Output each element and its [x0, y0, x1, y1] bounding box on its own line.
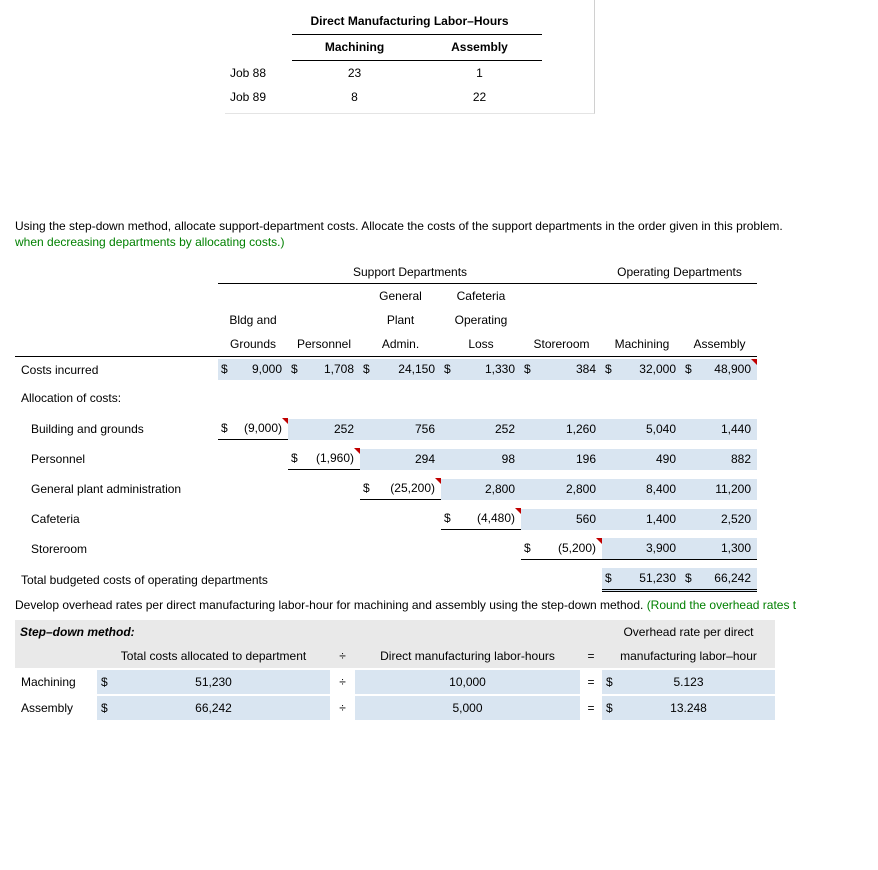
amount-value: 98: [501, 451, 515, 466]
overhead-rate-header-line1: Overhead rate per direct: [602, 620, 775, 644]
alloc-row-label: Building and grounds: [31, 422, 144, 436]
amount-value: 1,440: [720, 421, 751, 436]
header-line: [288, 284, 360, 308]
amount-cell: [682, 564, 757, 596]
currency-symbol: $: [363, 362, 370, 376]
amount-value: 2,800: [565, 481, 596, 496]
alloc-row-label: Cafeteria: [31, 512, 80, 526]
empty-cell: [218, 382, 288, 414]
amount-value: (1,960): [315, 451, 354, 465]
answer-input-cell[interactable]: [360, 359, 441, 380]
assembly-rate-cell[interactable]: [602, 694, 775, 720]
labor-hours-row-job88: [230, 61, 542, 85]
alloc-row: [15, 382, 757, 414]
answer-input-cell[interactable]: [360, 419, 441, 440]
answer-input-cell[interactable]: [602, 568, 682, 592]
amount-value: 8,400: [645, 481, 676, 496]
allocation-amount-cell[interactable]: [360, 478, 441, 500]
amount-cell: [441, 444, 521, 474]
amount-cell: [288, 444, 360, 474]
header-line: Machining: [614, 337, 670, 351]
empty-cell: [441, 534, 521, 564]
answer-input-cell[interactable]: [602, 479, 682, 500]
rate-row-machining: [15, 668, 775, 694]
header-line: [682, 308, 757, 332]
amount-value: 1,708: [323, 362, 354, 376]
currency-symbol: $: [444, 511, 451, 525]
answer-input-cell[interactable]: [521, 419, 602, 440]
answer-input-cell[interactable]: [682, 568, 757, 592]
amount-cell: [360, 444, 441, 474]
labor-hours-col-assembly: Assembly: [451, 40, 508, 54]
amount-value: 9,000: [251, 362, 282, 376]
header-line: General: [379, 289, 422, 303]
empty-cell: [218, 534, 288, 564]
amount-cell: [682, 504, 757, 534]
labor-hours-panel: [225, 0, 595, 114]
instruction-line1: Using the step-down method, allocate support-department costs. Allocate the costs of the support departments in the order given in this problem.: [15, 219, 783, 233]
amount-value: 1,400: [645, 511, 676, 526]
amount-cell: [602, 504, 682, 534]
amount-cell: [288, 414, 360, 444]
empty-cell: [288, 534, 360, 564]
currency-symbol: $: [444, 362, 451, 376]
job89-assembly-hours: 22: [472, 90, 487, 104]
answer-input-cell[interactable]: [441, 449, 521, 470]
answer-input-cell[interactable]: [682, 479, 757, 500]
empty-cell: [602, 382, 682, 414]
header-line: [682, 284, 757, 308]
amount-cell: [602, 564, 682, 596]
amount-value: 11,200: [715, 481, 751, 496]
amount-cell: [218, 414, 288, 444]
assembly-rate: 13.248: [670, 701, 707, 715]
rate-row-label: Assembly: [15, 694, 97, 720]
empty-cell: [521, 382, 602, 414]
alloc-row: [15, 534, 757, 564]
alloc-row: [15, 504, 757, 534]
equals-sign: =: [580, 644, 602, 668]
amount-cell: [288, 357, 360, 383]
amount-cell: [441, 414, 521, 444]
amount-cell: [602, 474, 682, 504]
amount-cell: [682, 357, 757, 383]
column-header-row: [15, 284, 757, 357]
labor-hours-row-job89: [230, 85, 542, 109]
empty-cell: [441, 564, 521, 596]
empty-cell: [288, 474, 360, 504]
machining-rate: 5.123: [673, 675, 704, 689]
assembly-total-costs: 66,242: [195, 701, 232, 715]
equals-sign: =: [580, 668, 602, 694]
amount-cell: [360, 414, 441, 444]
amount-cell: [602, 414, 682, 444]
header-line: [218, 284, 288, 308]
allocation-amount-cell[interactable]: [521, 538, 602, 560]
equals-sign: =: [580, 694, 602, 720]
amount-value: 252: [333, 421, 354, 436]
amount-cell: [521, 474, 602, 504]
alloc-row: [15, 444, 757, 474]
empty-cell: [360, 534, 441, 564]
header-line: Operating: [454, 313, 508, 327]
amount-cell: [682, 444, 757, 474]
answer-input-cell[interactable]: [682, 538, 757, 560]
job89-machining-hours: 8: [351, 90, 358, 104]
currency-symbol: $: [605, 571, 612, 585]
rate-header-row-1: [15, 620, 775, 644]
header-line: Storeroom: [533, 337, 590, 351]
amount-cell: [521, 534, 602, 564]
alloc-row-label: Personnel: [31, 452, 86, 466]
col-header-machining: [602, 284, 682, 357]
header-line: Grounds: [229, 337, 277, 351]
group-header-row: [15, 260, 757, 284]
empty-cell: [682, 382, 757, 414]
answer-input-cell[interactable]: [288, 419, 360, 440]
spacer-cell: [15, 644, 97, 668]
answer-input-cell[interactable]: [521, 359, 602, 380]
amount-value: 66,242: [714, 571, 751, 585]
step-down-method-label: Step–down method:: [15, 620, 602, 644]
alloc-row-label: Costs incurred: [21, 362, 99, 377]
amount-value: 1,300: [720, 541, 751, 555]
amount-cell: [521, 414, 602, 444]
header-line: Personnel: [296, 337, 352, 351]
answer-input-cell[interactable]: [288, 359, 360, 380]
currency-symbol: $: [101, 701, 108, 715]
spacer-cell: [15, 260, 218, 284]
empty-cell: [218, 504, 288, 534]
header-line: [521, 308, 602, 332]
amount-value: (5,200): [557, 541, 596, 555]
amount-cell: [360, 357, 441, 383]
answer-input-cell[interactable]: [682, 509, 757, 530]
allocation-amount-cell[interactable]: [288, 448, 360, 470]
answer-input-cell[interactable]: [602, 509, 682, 530]
machining-total-costs-cell[interactable]: [97, 668, 330, 694]
amount-cell: [441, 504, 521, 534]
currency-symbol: $: [291, 451, 298, 465]
amount-value: 1,330: [484, 362, 515, 376]
amount-value: 2,800: [484, 481, 515, 496]
amount-value: (25,200): [390, 481, 435, 495]
amount-cell: [218, 357, 288, 383]
empty-cell: [360, 564, 441, 596]
job88-machining-hours: 23: [347, 66, 362, 80]
assembly-total-costs-cell[interactable]: [97, 694, 330, 720]
amount-value: (9,000): [243, 421, 282, 435]
amount-cell: [521, 444, 602, 474]
currency-symbol: $: [606, 701, 613, 715]
answer-input-cell[interactable]: [682, 419, 757, 440]
answer-input-cell[interactable]: [521, 479, 602, 500]
answer-input-cell[interactable]: [602, 449, 682, 470]
assembly-labor-hours-cell[interactable]: 5,000: [355, 694, 580, 720]
col-header-cafeteria: [441, 284, 521, 357]
amount-value: 196: [575, 451, 596, 466]
empty-cell: [218, 444, 288, 474]
amount-value: (4,480): [476, 511, 515, 525]
answer-input-cell[interactable]: [602, 538, 682, 560]
job-label: Job 89: [230, 90, 267, 104]
instruction-line2: when decreasing departments by allocating costs.): [15, 235, 285, 249]
empty-cell: [288, 382, 360, 414]
amount-cell: [441, 474, 521, 504]
instruction2-black: Develop overhead rates per direct manufacturing labor-hour for machining and assembly using the step-down method.: [15, 598, 647, 612]
total-costs-header: Total costs allocated to department: [97, 644, 330, 668]
amount-value: 3,900: [645, 541, 676, 555]
header-line: [602, 284, 682, 308]
amount-value: 1,260: [565, 421, 596, 436]
labor-hours-title: Direct Manufacturing Labor–Hours: [310, 14, 509, 28]
currency-symbol: $: [363, 481, 370, 495]
empty-cell: [218, 474, 288, 504]
amount-value: 882: [730, 451, 751, 466]
alloc-row: [15, 474, 757, 504]
amount-cell: [602, 357, 682, 383]
header-line: Assembly: [693, 337, 746, 351]
empty-cell: [288, 504, 360, 534]
alloc-row-label: General plant administration: [31, 482, 182, 496]
divide-sign: ÷: [330, 694, 355, 720]
currency-symbol: $: [524, 541, 531, 555]
header-line: Plant: [386, 313, 415, 327]
rate-row-assembly: [15, 694, 775, 720]
col-header-general-plant-admin: [360, 284, 441, 357]
alloc-row: [15, 564, 757, 596]
machining-labor-hours-cell[interactable]: 10,000: [355, 668, 580, 694]
support-departments-header: Support Departments: [218, 260, 602, 284]
col-header-storeroom: [521, 284, 602, 357]
labor-hours-col-machining: Machining: [324, 40, 385, 54]
instruction-overhead-rates: [15, 597, 875, 613]
empty-cell: [360, 504, 441, 534]
answer-input-cell[interactable]: [682, 359, 757, 380]
alloc-row-label: Storeroom: [31, 542, 88, 556]
currency-symbol: $: [291, 362, 298, 376]
header-line: [521, 284, 602, 308]
answer-input-cell[interactable]: [441, 419, 521, 440]
amount-value: 51,230: [639, 571, 676, 585]
col-header-assembly: [682, 284, 757, 357]
answer-input-cell[interactable]: [602, 419, 682, 440]
amount-cell: [360, 474, 441, 504]
alloc-row: [15, 357, 757, 383]
amount-value: 5,040: [645, 421, 676, 436]
alloc-row-label: Total budgeted costs of operating departments: [21, 573, 268, 587]
alloc-row: [15, 414, 757, 444]
amount-cell: [441, 357, 521, 383]
amount-cell: [602, 534, 682, 564]
amount-value: 48,900: [714, 362, 751, 376]
answer-input-cell[interactable]: [521, 449, 602, 470]
labor-hours-header-row: [292, 34, 542, 61]
amount-value: 294: [414, 451, 435, 466]
machining-rate-cell[interactable]: [602, 668, 775, 694]
currency-symbol: $: [221, 362, 228, 376]
amount-value: 24,150: [398, 362, 435, 376]
currency-symbol: $: [685, 571, 692, 585]
answer-input-cell[interactable]: [441, 479, 521, 500]
divide-sign: ÷: [330, 644, 355, 668]
currency-symbol: $: [605, 362, 612, 376]
answer-input-cell[interactable]: [602, 359, 682, 380]
spacer-cell: [15, 284, 218, 357]
currency-symbol: $: [606, 675, 613, 689]
amount-cell: [521, 504, 602, 534]
answer-input-cell[interactable]: [682, 449, 757, 470]
labor-hours-header: Direct manufacturing labor-hours: [355, 644, 580, 668]
header-line: Admin.: [381, 337, 420, 351]
currency-symbol: $: [101, 675, 108, 689]
header-line: Bldg and: [229, 313, 277, 327]
amount-cell: [682, 414, 757, 444]
amount-value: 384: [575, 362, 596, 376]
rate-header-row-2: [15, 644, 775, 668]
answer-input-cell[interactable]: [218, 359, 288, 380]
answer-input-cell[interactable]: [441, 359, 521, 380]
alloc-row-label: Allocation of costs:: [21, 391, 122, 405]
amount-value: 2,520: [720, 511, 751, 526]
amount-cell: [521, 357, 602, 383]
header-line: Loss: [468, 337, 494, 351]
col-header-personnel: [288, 284, 360, 357]
instruction-step-down: [15, 218, 875, 250]
instruction2-green: (Round the overhead rates t: [646, 598, 797, 612]
col-header-bldg-grounds: [218, 284, 288, 357]
operating-departments-header: Operating Departments: [602, 260, 757, 284]
currency-symbol: $: [685, 362, 692, 376]
header-line: Cafeteria: [456, 289, 506, 303]
job88-assembly-hours: 1: [476, 66, 483, 80]
overhead-rate-table: [15, 620, 775, 720]
header-line: [288, 308, 360, 332]
currency-symbol: $: [524, 362, 531, 376]
allocation-table: [15, 260, 757, 596]
amount-value: 32,000: [639, 362, 676, 376]
answer-input-cell[interactable]: [521, 509, 602, 530]
amount-cell: [682, 474, 757, 504]
amount-value: 490: [655, 451, 676, 466]
amount-value: 252: [494, 421, 515, 436]
amount-value: 560: [575, 511, 596, 526]
amount-value: 756: [414, 421, 435, 436]
answer-input-cell[interactable]: [360, 449, 441, 470]
rate-row-label: Machining: [15, 668, 97, 694]
machining-total-costs: 51,230: [195, 675, 232, 689]
empty-cell: [360, 382, 441, 414]
empty-cell: [288, 564, 360, 596]
divide-sign: ÷: [330, 668, 355, 694]
overhead-rate-header-line2: manufacturing labor–hour: [602, 644, 775, 668]
amount-cell: [602, 444, 682, 474]
empty-cell: [441, 382, 521, 414]
empty-cell: [521, 564, 602, 596]
allocation-amount-cell[interactable]: [441, 508, 521, 530]
allocation-amount-cell[interactable]: [218, 418, 288, 440]
header-line: [602, 308, 682, 332]
currency-symbol: $: [221, 421, 228, 435]
job-label: Job 88: [230, 66, 267, 80]
amount-cell: [682, 534, 757, 564]
